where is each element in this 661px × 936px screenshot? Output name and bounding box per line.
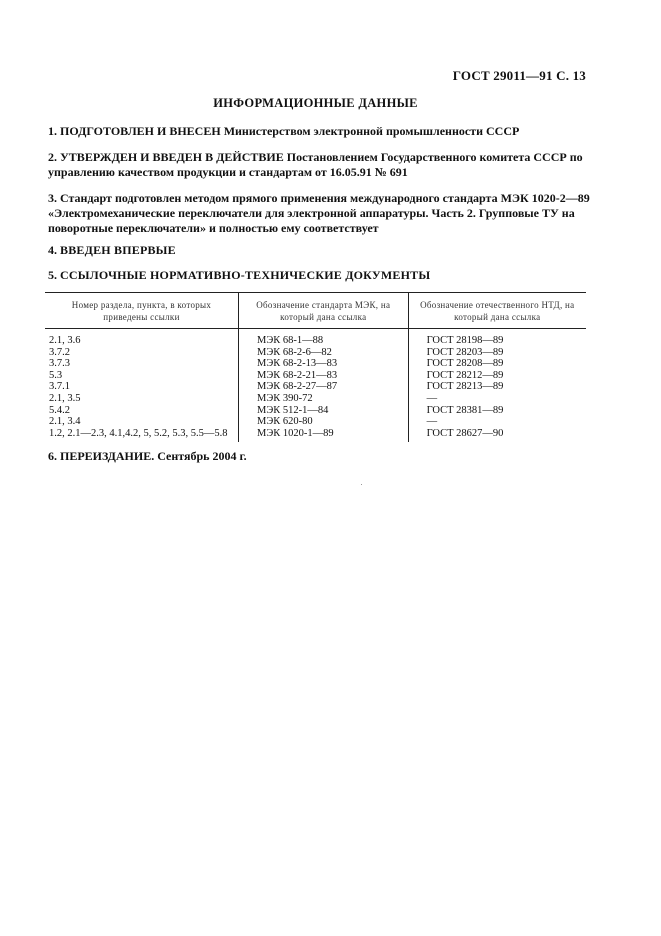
column-header-iec-standard: Обозначение стандарта МЭК, на который дана ссылка [239, 293, 409, 329]
info-item-3 [48, 191, 593, 236]
cell-iec-standard: МЭК 68-2-27—87 [239, 381, 409, 393]
item-body: Постановлением Государственного комитета СССР по управлению качеством продукции и стандартам от 16.05.91 № 691 [48, 150, 583, 179]
item-lead: УТВЕРЖДЕН И ВВЕДЕН В ДЕЙСТВИЕ [60, 150, 284, 164]
table-row [45, 428, 586, 443]
cell-national-standard: ГОСТ 28627—90 [408, 428, 586, 443]
item-number: 1. [48, 124, 57, 138]
item-number: 3. [48, 191, 57, 205]
table-row [45, 358, 586, 370]
cell-national-standard: ГОСТ 28213—89 [408, 381, 586, 393]
cell-iec-standard: МЭК 512-1—84 [239, 405, 409, 417]
cell-national-standard: — [408, 393, 586, 405]
cell-iec-standard: МЭК 1020-1—89 [239, 428, 409, 443]
cell-sections: 3.7.1 [49, 381, 70, 393]
table-row [45, 393, 586, 405]
table-header-row [45, 293, 586, 329]
item-lead: ССЫЛОЧНЫЕ НОРМАТИВНО-ТЕХНИЧЕСКИЕ ДОКУМЕНТЫ [60, 268, 431, 282]
cell-sections: 5.3 [49, 369, 63, 381]
cell-sections: 2.1, 3.4 [49, 416, 81, 428]
cell-sections: 3.7.3 [49, 358, 70, 370]
cell-iec-standard: МЭК 620-80 [239, 416, 409, 428]
page-title: ИНФОРМАЦИОННЫЕ ДАННЫЕ [213, 96, 418, 110]
item-body: Министерством электронной промышленности СССР [223, 124, 520, 138]
table-row [45, 370, 586, 382]
cell-iec-standard: МЭК 68-2-6—82 [239, 347, 409, 359]
item-number: 6. [48, 449, 57, 463]
cell-sections: 3.7.2 [49, 346, 70, 358]
info-item-4 [48, 243, 593, 258]
item-body: Стандарт подготовлен методом прямого применения международного стандарта МЭК 1020-2—89 «Электромеханические переключатели для электронной аппаратуры. Часть 2. Групповые ТУ на поворотные переключатели» и полностью ему соответствует [48, 191, 590, 235]
cell-sections: 1.2, 2.1—2.3, 4.1,4.2, 5, 5.2, 5.3, 5.5—5.8 [49, 427, 228, 439]
standard-reference-header: ГОСТ 29011—91 С. 13 [452, 68, 586, 83]
cell-national-standard: ГОСТ 28381—89 [408, 405, 586, 417]
table-row [45, 416, 586, 428]
item-number: 4. [48, 243, 57, 257]
cell-national-standard: ГОСТ 28203—89 [408, 347, 586, 359]
cell-national-standard: ГОСТ 28208—89 [408, 358, 586, 370]
cell-national-standard: — [408, 416, 586, 428]
cell-iec-standard: МЭК 68-2-13—83 [239, 358, 409, 370]
column-header-sections: Номер раздела, пункта, в которых приведены ссылки [45, 293, 239, 329]
cell-iec-standard: МЭК 68-2-21—83 [239, 370, 409, 382]
info-item-2 [48, 150, 593, 180]
table-row [45, 405, 586, 417]
cell-sections: 2.1, 3.5 [49, 392, 81, 404]
info-item-6 [48, 449, 593, 464]
cell-iec-standard: МЭК 68-1—88 [239, 329, 409, 347]
table-row [45, 381, 586, 393]
table-row [45, 347, 586, 359]
info-item-1 [48, 124, 593, 139]
cell-national-standard: ГОСТ 28212—89 [408, 370, 586, 382]
cell-national-standard: ГОСТ 28198—89 [408, 329, 586, 347]
cell-iec-standard: МЭК 390-72 [239, 393, 409, 405]
scan-speck [361, 484, 362, 485]
references-table [45, 292, 586, 442]
item-body: Сентябрь 2004 г. [157, 449, 247, 463]
table-row [45, 329, 586, 347]
info-item-5 [48, 268, 593, 283]
cell-sections: 2.1, 3.6 [49, 335, 81, 346]
column-header-national-standard: Обозначение отечественного НТД, на который дана ссылка [408, 293, 586, 329]
item-lead: ВВЕДЕН ВПЕРВЫЕ [60, 243, 176, 257]
cell-sections: 5.4.2 [49, 404, 70, 416]
item-number: 5. [48, 268, 57, 282]
item-lead: ПЕРЕИЗДАНИЕ. [60, 449, 155, 463]
item-lead: ПОДГОТОВЛЕН И ВНЕСЕН [60, 124, 221, 138]
item-number: 2. [48, 150, 57, 164]
